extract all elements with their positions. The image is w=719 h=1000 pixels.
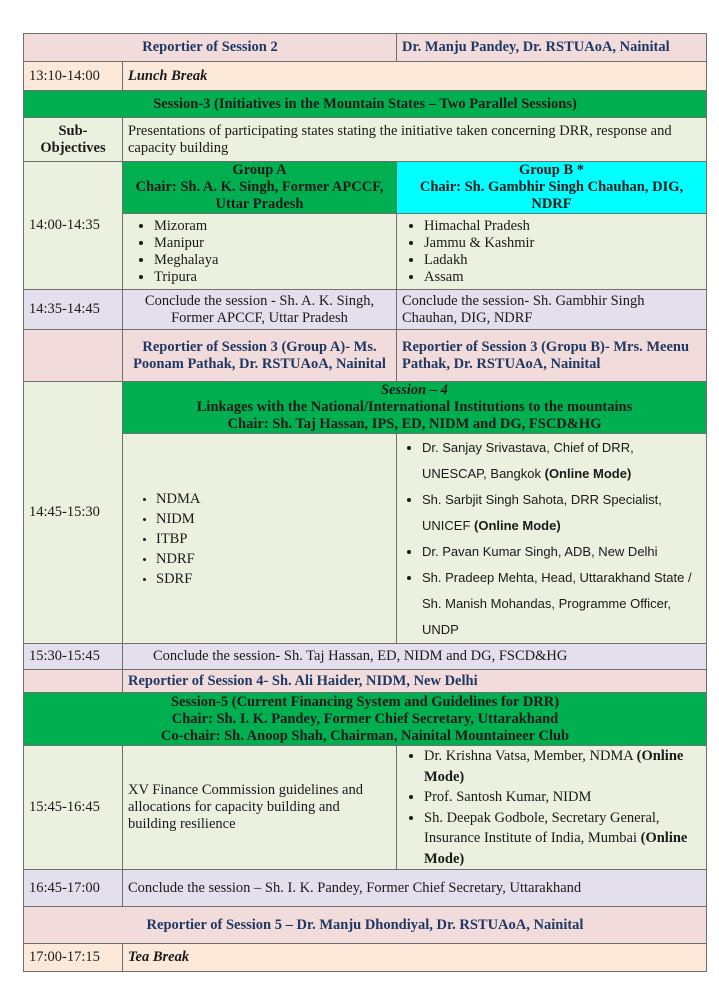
group-b-conclude: Conclude the session- Sh. Gambhir Singh Chauhan, DIG, NDRF — [397, 290, 707, 330]
session4-reporter-row — [24, 670, 707, 693]
group-a-header — [123, 162, 397, 214]
group-a-states — [123, 214, 397, 290]
session5-reporter: Reportier of Session 5 – Dr. Manju Dhondiyal, Dr. RSTUAoA, Nainital — [24, 907, 707, 944]
session3-title: Session-3 (Initiatives in the Mountain States – Two Parallel Sessions) — [24, 91, 707, 118]
speaker-text: Sh. Deepak Godbole, Secretary General, Insurance Institute of India, Mumbai — [424, 809, 660, 846]
group-b-chair: Chair: Sh. Gambhir Singh Chauhan, DIG, NDRF — [419, 179, 684, 212]
online-mode-badge: (Online Mode) — [424, 748, 684, 785]
list-item — [422, 435, 701, 487]
group-a-chair: Chair: Sh. A. K. Singh, Former APCCF, Uttar Pradesh — [135, 179, 384, 212]
online-mode-badge: (Online Mode) — [474, 517, 561, 533]
reporter-value: Dr. Manju Pandey, Dr. RSTUAoA, Nainital — [397, 34, 707, 62]
session5-chair: Chair: Sh. I. K. Pandey, Former Chief Secretary, Uttarakhand — [171, 710, 559, 727]
session4-title-row — [24, 382, 707, 434]
time-cell: 14:35-14:45 — [24, 290, 123, 330]
session5-title-row — [24, 693, 707, 746]
group-b-title: Group B * — [518, 162, 584, 178]
speaker-text: Prof. Santosh Kumar, NIDM — [424, 789, 592, 805]
session5-reporter-row — [24, 907, 707, 944]
subobjectives-text: Presentations of participating states stating the initiative taken concerning DRR, response and capacity building — [123, 118, 707, 162]
list-item — [424, 808, 701, 870]
session5-conclude: Conclude the session – Sh. I. K. Pandey, Former Chief Secretary, Uttarakhand — [123, 870, 707, 907]
groups-header-row — [24, 162, 707, 214]
session4-title: Linkages with the National/International Institutions to the mountains — [196, 399, 633, 415]
speaker-text: Dr. Krishna Vatsa, Member, NDMA — [424, 748, 637, 764]
tea-label: Tea Break — [123, 944, 707, 972]
institutions-list — [128, 489, 391, 589]
time-cell: 16:45-17:00 — [24, 870, 123, 907]
tea-row — [24, 944, 707, 972]
session5-title: Session-5 (Current Financing System and Guidelines for DRR) — [170, 693, 560, 710]
list-item: • Ladakh — [424, 252, 701, 269]
session4-reporter: Reportier of Session 4- Sh. Ali Haider, NIDM, New Delhi — [123, 670, 707, 693]
session5-speakers — [397, 746, 707, 870]
time-cell: 17:00-17:15 — [24, 944, 123, 972]
group-b-header — [397, 162, 707, 214]
time-cell: 14:00-14:35 — [24, 162, 123, 290]
time-cell: 15:45-16:45 — [24, 746, 123, 870]
session3-conclude-row — [24, 290, 707, 330]
session3-title-row — [24, 91, 707, 118]
list-item — [424, 787, 701, 808]
speaker-text: Dr. Pavan Kumar Singh, ADB, New Delhi — [422, 543, 658, 559]
session4-speakers — [397, 434, 707, 644]
list-item — [422, 487, 701, 539]
list-item: • Jammu & Kashmir — [424, 235, 701, 252]
session4-conclude-row — [24, 644, 707, 670]
list-item — [422, 539, 701, 565]
session5-speakers-list — [402, 746, 701, 869]
time-cell: 13:10-14:00 — [24, 62, 123, 91]
list-item: • Manipur — [154, 235, 391, 252]
list-item: • NDMA — [156, 489, 391, 509]
session5-conclude-row — [24, 870, 707, 907]
session5-header — [24, 693, 707, 746]
group-b-reporter: Reportier of Session 3 (Gropu B)- Mrs. Meenu Pathak, Dr. RSTUAoA, Nainital — [397, 330, 707, 382]
online-mode-badge: (Online Mode) — [424, 830, 688, 867]
list-item: • NIDM — [156, 509, 391, 529]
session5-content-row — [24, 746, 707, 870]
list-item: • Meghalaya — [154, 252, 391, 269]
session4-conclude: Conclude the session- Sh. Taj Hassan, ED, NIDM and DG, FSCD&HG — [123, 644, 707, 670]
list-item: • SDRF — [156, 569, 391, 589]
group-b-list — [402, 218, 701, 286]
online-mode-badge: (Online Mode) — [544, 465, 632, 481]
group-a-list — [128, 218, 391, 286]
reporter-session2-row — [24, 34, 707, 62]
time-cell: 14:45-15:30 — [24, 382, 123, 644]
list-item — [424, 746, 701, 787]
session5-topic: XV Finance Commission guidelines and allocations for capacity building and building resilience — [123, 746, 397, 870]
session4-institutions — [123, 434, 397, 644]
list-item: • NDRF — [156, 549, 391, 569]
groups-states-row — [24, 214, 707, 290]
speaker-text: Dr. Sanjay Srivastava, Chief of DRR, UNESCAP, Bangkok — [422, 439, 634, 481]
session4-chair: Chair: Sh. Taj Hassan, IPS, ED, NIDM and DG, FSCD&HG — [227, 416, 602, 432]
empty-cell — [24, 330, 123, 382]
list-item: • ITBP — [156, 529, 391, 549]
speaker-text: Sh. Sarbjit Singh Sahota, DRR Specialist, UNICEF — [422, 491, 662, 533]
session3-reporter-row — [24, 330, 707, 382]
lunch-row — [24, 62, 707, 91]
lunch-label: Lunch Break — [123, 62, 707, 91]
group-a-reporter: Reportier of Session 3 (Group A)- Ms. Poonam Pathak, Dr. RSTUAoA, Nainital — [123, 330, 397, 382]
group-a-conclude: Conclude the session - Sh. A. K. Singh, Former APCCF, Uttar Pradesh — [123, 290, 397, 330]
session4-heading: Session – 4 — [381, 382, 448, 398]
time-cell: 15:30-15:45 — [24, 644, 123, 670]
session4-content-row — [24, 434, 707, 644]
list-item: • Mizoram — [154, 218, 391, 235]
list-item: • Tripura — [154, 269, 391, 286]
empty-cell — [24, 670, 123, 693]
list-item: • Himachal Pradesh — [424, 218, 701, 235]
subobjectives-row — [24, 118, 707, 162]
subobjectives-label: Sub-Objectives — [24, 118, 123, 162]
list-item: • Assam — [424, 269, 701, 286]
speaker-text: Sh. Pradeep Mehta, Head, Uttarakhand State / Sh. Manish Mohandas, Programme Officer, UNDP — [422, 569, 692, 637]
group-a-title: Group A — [232, 162, 287, 178]
reporter-label: Reportier of Session 2 — [24, 34, 397, 62]
list-item — [422, 565, 701, 643]
session4-header — [123, 382, 707, 434]
session5-cochair: Co-chair: Sh. Anoop Shah, Chairman, Nainital Mountaineer Club — [160, 727, 570, 744]
group-b-states — [397, 214, 707, 290]
speakers-list — [402, 435, 701, 643]
schedule-table — [23, 33, 707, 972]
